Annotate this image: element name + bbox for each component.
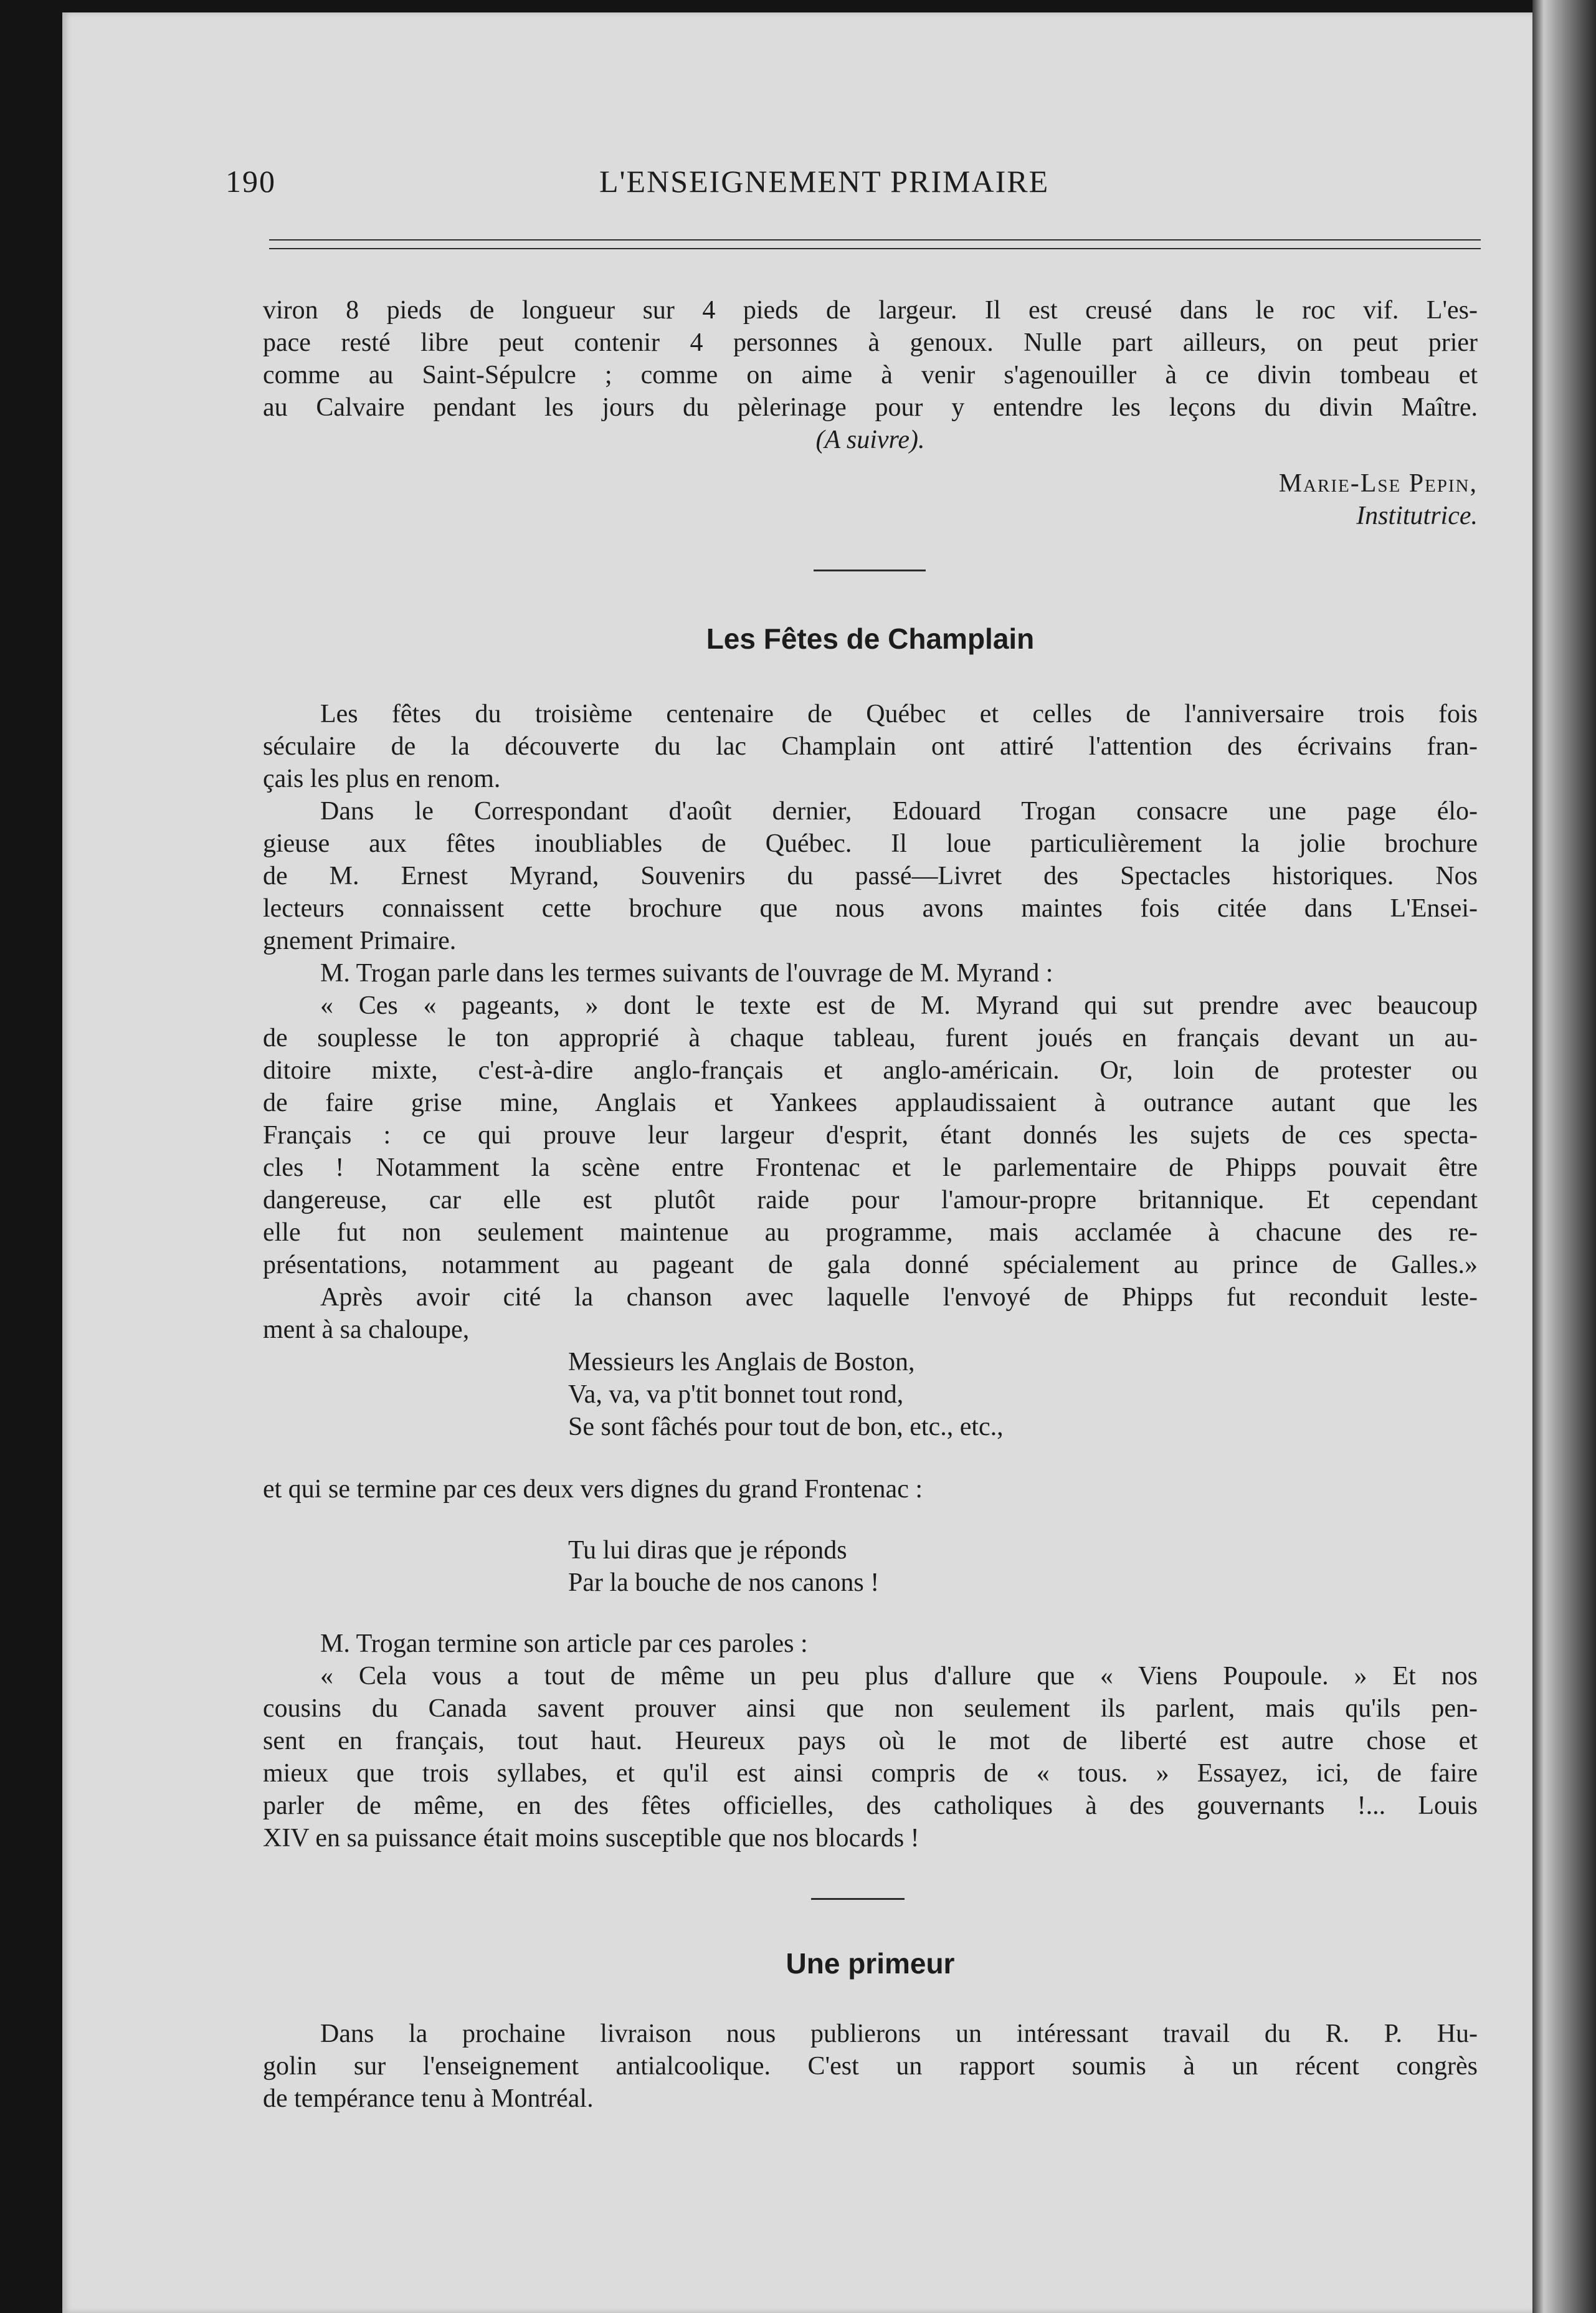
verse-line: Par la bouche de nos canons ! bbox=[568, 1568, 880, 1597]
quote-line: parler de même, en des fêtes officielles, des catholiques à des gouvernants !... Louis bbox=[263, 1791, 1478, 1820]
quote-line: sent en français, tout haut. Heureux pays où le mot de liberté est autre chose et bbox=[263, 1727, 1478, 1755]
verse-line: Tu lui diras que je réponds bbox=[568, 1536, 847, 1565]
verse-line: Messieurs les Anglais de Boston, bbox=[568, 1348, 915, 1376]
quote-line: « Cela vous a tout de même un peu plus d'allure que « Viens Poupoule. » Et nos bbox=[320, 1662, 1478, 1691]
author-title: Institutrice. bbox=[1356, 502, 1478, 530]
page-number: 190 bbox=[226, 164, 276, 199]
text-line: M. Trogan termine son article par ces paroles : bbox=[320, 1629, 808, 1658]
text-line: Dans le Correspondant d'août dernier, Edouard Trogan consacre une page élo- bbox=[320, 797, 1478, 826]
quote-line: de souplesse le ton approprié à chaque tableau, furent joués en français devant un au- bbox=[263, 1024, 1478, 1052]
quote-line: dangereuse, car elle est plutôt raide pour l'amour-propre britannique. Et cependant bbox=[263, 1186, 1478, 1214]
section-divider bbox=[811, 1898, 905, 1900]
text-line: gnement Primaire. bbox=[263, 927, 457, 955]
text-line: de M. Ernest Myrand, Souvenirs du passé—Livret des Spectacles historiques. Nos bbox=[263, 862, 1478, 890]
text-line: Après avoir cité la chanson avec laquelle l'envoyé de Phipps fut reconduit leste- bbox=[320, 1283, 1478, 1312]
to-be-continued: (A suivre). bbox=[815, 426, 925, 454]
author-name: Marie-Lse Pepin, bbox=[1278, 469, 1478, 498]
text-line: de tempérance tenu à Montréal. bbox=[263, 2084, 594, 2113]
verse-stanza bbox=[568, 1534, 879, 1599]
quote-line: mieux que trois syllabes, et qu'il est ainsi compris de « tous. » Essayez, ici, de faire bbox=[263, 1759, 1478, 1788]
text-line: au Calvaire pendant les jours du pèlerinage pour y entendre les leçons du divin Maître. bbox=[263, 393, 1478, 422]
text-line: Les fêtes du troisième centenaire de Québec et celles de l'anniversaire trois fois bbox=[320, 700, 1478, 728]
quote-line: Français : ce qui prouve leur largeur d'esprit, étant donnés les sujets de ces specta- bbox=[263, 1121, 1478, 1150]
header-rule bbox=[269, 239, 1481, 241]
text-line: comme au Saint-Sépulcre ; comme on aime à venir s'agenouiller à ce divin tombeau et bbox=[263, 361, 1478, 389]
section-divider bbox=[814, 570, 926, 571]
quote-line: cles ! Notamment la scène entre Frontenac et le parlementaire de Phipps pouvait être bbox=[263, 1153, 1478, 1182]
article-body bbox=[263, 2018, 1478, 2115]
text-line: lecteurs connaissent cette brochure que nous avons maintes fois citée dans L'Ensei- bbox=[263, 894, 1478, 923]
article-title: Une primeur bbox=[786, 1947, 955, 1980]
quote-line: de faire grise mine, Anglais et Yankees applaudissaient à outrance autant que les bbox=[263, 1089, 1478, 1117]
text-line: gieuse aux fêtes inoubliables de Québec. Il loue particulièrement la jolie brochure bbox=[263, 829, 1478, 858]
continuation-paragraph bbox=[263, 294, 1478, 532]
text-line: M. Trogan parle dans les termes suivants de l'ouvrage de M. Myrand : bbox=[320, 959, 1053, 988]
quote-line: elle fut non seulement maintenue au programme, mais acclamée à chacune des re- bbox=[263, 1218, 1478, 1247]
quote-line: « Ces « pageants, » dont le texte est de M. Myrand qui sut prendre avec beaucoup bbox=[320, 991, 1478, 1020]
article-body-continued bbox=[263, 1473, 1478, 1505]
verse-stanza bbox=[568, 1346, 1004, 1443]
header-rule-second bbox=[269, 248, 1481, 249]
verse-line: Se sont fâchés pour tout de bon, etc., etc., bbox=[568, 1413, 1004, 1441]
quote-line: XIV en sa puissance était moins susceptible que nos blocards ! bbox=[263, 1824, 919, 1853]
text-line: viron 8 pieds de longueur sur 4 pieds de largeur. Il est creusé dans le roc vif. L'es- bbox=[263, 296, 1478, 325]
text-line: pace resté libre peut contenir 4 personnes à genoux. Nulle part ailleurs, on peut prier bbox=[263, 328, 1478, 357]
verse-line: Va, va, va p'tit bonnet tout rond, bbox=[568, 1380, 904, 1409]
running-head: L'ENSEIGNEMENT PRIMAIRE bbox=[599, 164, 1050, 199]
article-title: Les Fêtes de Champlain bbox=[706, 622, 1035, 655]
quote-line: cousins du Canada savent prouver ainsi que non seulement ils parlent, mais qu'ils pen- bbox=[263, 1694, 1478, 1723]
text-line: ment à sa chaloupe, bbox=[263, 1315, 470, 1344]
text-line: séculaire de la découverte du lac Champlain ont attiré l'attention des écrivains fran- bbox=[263, 732, 1478, 761]
article-body-closing bbox=[263, 1628, 1478, 1854]
text-line: et qui se termine par ces deux vers dignes du grand Frontenac : bbox=[263, 1475, 923, 1504]
text-line: Dans la prochaine livraison nous publierons un intéressant travail du R. P. Hu- bbox=[320, 2020, 1478, 2048]
article-body bbox=[263, 698, 1478, 1346]
quote-line: présentations, notamment au pageant de gala donné spécialement au prince de Galles.» bbox=[263, 1251, 1478, 1279]
text-line: çais les plus en renom. bbox=[263, 765, 501, 793]
text-line: golin sur l'enseignement antialcoolique. C'est un rapport soumis à un récent congrès bbox=[263, 2052, 1478, 2081]
quote-line: ditoire mixte, c'est-à-dire anglo-français et anglo-américain. Or, loin de protester ou bbox=[263, 1056, 1478, 1085]
book-page-edge bbox=[1532, 0, 1596, 2313]
